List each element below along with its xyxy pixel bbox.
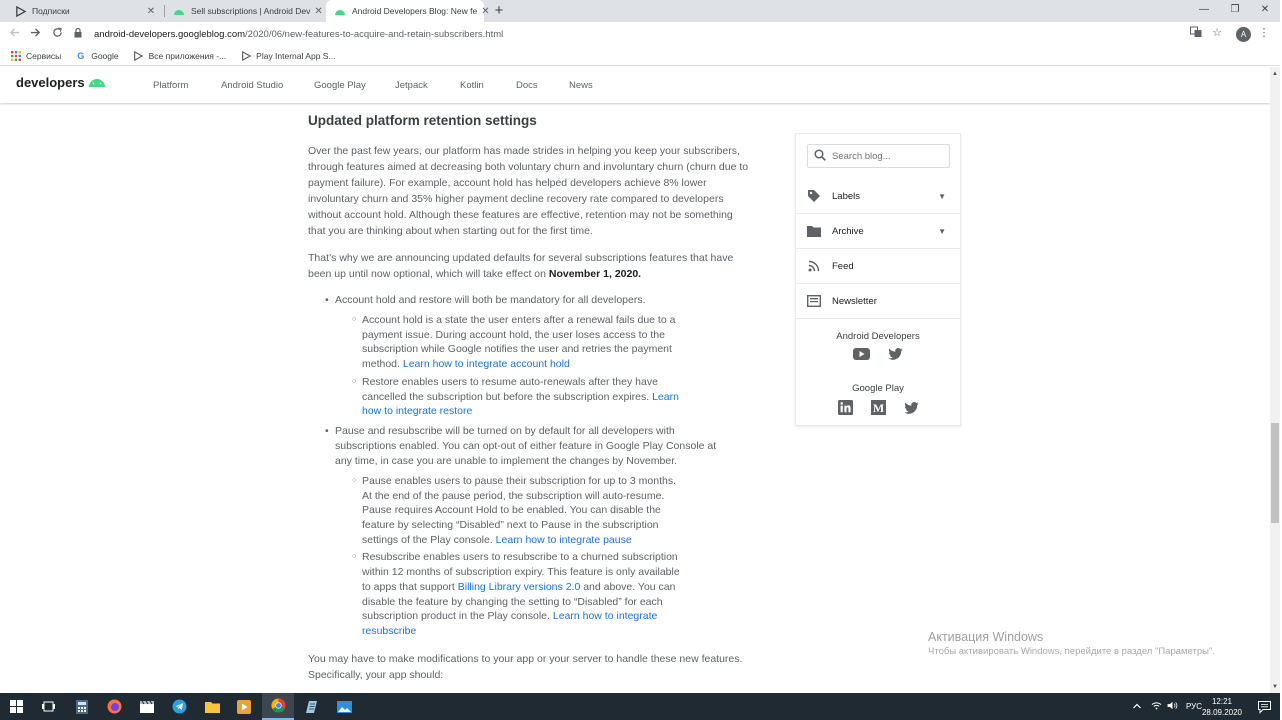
network-icon[interactable] bbox=[1148, 701, 1164, 712]
blog-article bbox=[308, 112, 753, 694]
tab-title: Android Developers Blog: New fe bbox=[352, 6, 478, 16]
sub-list bbox=[352, 474, 688, 639]
link-restore[interactable]: Learn how to integrate restore bbox=[362, 390, 679, 418]
film-clapper-icon bbox=[140, 701, 154, 713]
minimize-button[interactable]: — bbox=[1199, 4, 1209, 15]
tab-android-developers-blog[interactable] bbox=[326, 0, 490, 22]
medium-icon[interactable] bbox=[871, 400, 886, 415]
sidebar-item-label: Newsletter bbox=[832, 295, 877, 307]
link-resubscribe[interactable]: Learn how to integrate resubscribe bbox=[362, 610, 658, 637]
tab-strip bbox=[0, 0, 1280, 22]
media-player-icon bbox=[237, 700, 251, 714]
tab-title: Подписки bbox=[32, 6, 70, 16]
tab-sell-subscriptions[interactable] bbox=[165, 0, 323, 22]
announcement-text: That’s why we are announcing updated defaults for several subscriptions features that have been up until now optional, which will take effect on bbox=[308, 252, 734, 280]
paragraph-announcement bbox=[308, 250, 753, 282]
sidebar-item-label: Feed bbox=[832, 260, 854, 272]
keyboard-language[interactable]: РУС bbox=[1186, 702, 1203, 711]
tab-close-icon[interactable]: ✕ bbox=[481, 5, 490, 17]
social-title-google-play: Google Play bbox=[852, 383, 904, 394]
start-button[interactable] bbox=[0, 693, 32, 720]
tab-title: Sell subscriptions | Android Dev bbox=[191, 6, 311, 16]
folder-icon bbox=[806, 223, 822, 239]
search-icon bbox=[814, 149, 826, 164]
blog-sidebar bbox=[795, 133, 961, 426]
android-head-icon bbox=[88, 75, 106, 90]
sidebar-item-feed[interactable] bbox=[796, 249, 960, 284]
chrome-icon bbox=[271, 698, 286, 713]
task-view-button[interactable] bbox=[32, 693, 64, 720]
sub-item-text: Pause enables users to pause their subscription for up to 3 months. At the end of the pause period, the subscription will auto-resume. Pause requires Account Hold to be enabled. You can disable the feature by selecting “Disabled” next to Pause in the subscription settings of the Play console. bbox=[362, 474, 677, 546]
search-input[interactable] bbox=[832, 151, 942, 162]
play-console-icon bbox=[14, 5, 26, 17]
paragraph-intro: Over the past few years, our platform has made strides in helping you keep your subscribers, through features aimed at decreasing both voluntary churn and involuntary churn (churn due to payment failure). For example, account hold has helped developers achieve 8% lower involuntary churn and 35% higher payment decline recovery rate compared to developers without account hold. Although these features are effective, retention may not be something that you are thinking about when starting out for the first time. bbox=[308, 145, 749, 237]
effective-date: November 1, 2020. bbox=[548, 268, 642, 280]
nav-platform[interactable]: Platform bbox=[153, 79, 189, 91]
sub-item-text: Restore enables users to resume auto-renewals after they have cancelled the subscription but before the subscription expires. bbox=[362, 375, 658, 403]
nav-jetpack[interactable]: Jetpack bbox=[395, 79, 428, 91]
sub-list-item bbox=[352, 550, 688, 638]
sub-list bbox=[352, 313, 688, 419]
svg-text:M: M bbox=[872, 401, 884, 415]
rss-feed-icon bbox=[806, 258, 822, 274]
system-clock[interactable] bbox=[1198, 696, 1246, 718]
sub-item-text: Account hold is a state the user enters after a renewal fails due to a payment issue. During account hold, the user loses access to the subscription while Google notifies the user and retries the payment method. bbox=[362, 314, 676, 371]
lock-icon bbox=[74, 28, 86, 40]
tab-close-icon[interactable]: ✕ bbox=[146, 5, 156, 17]
nav-google-play[interactable]: Google Play bbox=[314, 79, 366, 91]
caret-down-icon: ▼ bbox=[938, 191, 946, 201]
system-tray bbox=[1130, 693, 1202, 720]
volume-icon[interactable] bbox=[1164, 701, 1180, 712]
sidebar-item-newsletter[interactable] bbox=[796, 284, 960, 319]
social-title-android-developers: Android Developers bbox=[836, 331, 920, 342]
bookmark-label: Все приложения -... bbox=[148, 50, 227, 61]
list-item bbox=[325, 293, 753, 419]
back-button[interactable] bbox=[5, 25, 23, 43]
youtube-icon[interactable] bbox=[853, 348, 870, 360]
show-hidden-icons-icon[interactable] bbox=[1130, 702, 1144, 711]
feature-list bbox=[325, 293, 753, 639]
notifications-button[interactable] bbox=[1248, 693, 1280, 720]
twitter-icon[interactable] bbox=[904, 400, 919, 415]
reload-button[interactable] bbox=[48, 25, 66, 43]
url-path: /2020/06/new-features-to-acquire-and-retain-subscribers.html bbox=[245, 28, 504, 40]
reload-icon bbox=[52, 27, 63, 38]
link-pause[interactable]: Learn how to integrate pause bbox=[495, 533, 632, 546]
newsletter-icon bbox=[806, 293, 822, 309]
sub-item-text: and above. You can disable the feature by changing the setting to “Disabled” for each subscription product in the Play console. bbox=[362, 580, 676, 623]
section-heading: Updated platform retention settings bbox=[308, 113, 537, 128]
list-item-text: Account hold and restore will both be mandatory for all developers. bbox=[335, 294, 646, 306]
apps-grid-icon bbox=[10, 50, 21, 61]
google-g-icon: G bbox=[77, 50, 85, 61]
watermark-title: Активация Windows bbox=[928, 630, 1044, 644]
scroll-down-arrow[interactable]: ▼ bbox=[1272, 684, 1278, 690]
taskbar-telegram[interactable] bbox=[163, 693, 195, 720]
sidebar-item-archive[interactable] bbox=[796, 214, 960, 249]
taskbar-file-explorer[interactable] bbox=[196, 693, 228, 720]
taskbar-chrome[interactable] bbox=[262, 693, 294, 720]
linkedin-icon[interactable] bbox=[838, 400, 853, 415]
bookmark-star-icon[interactable]: ☆ bbox=[1212, 27, 1222, 39]
bookmark-label: Google bbox=[91, 50, 119, 61]
scrollbar-thumb[interactable] bbox=[1271, 423, 1279, 523]
address-bar[interactable] bbox=[74, 24, 1234, 44]
image-viewer-icon bbox=[337, 701, 352, 713]
clock-date: 28.09.2020 bbox=[1201, 708, 1243, 717]
bookmark-google[interactable] bbox=[75, 50, 118, 61]
sub-list-item bbox=[352, 313, 688, 372]
firefox-icon bbox=[107, 699, 122, 714]
taskbar-media[interactable] bbox=[131, 693, 163, 720]
back-arrow-icon bbox=[9, 27, 20, 38]
nav-android-studio[interactable]: Android Studio bbox=[221, 79, 284, 91]
profile-avatar[interactable]: A bbox=[1236, 27, 1251, 42]
tab-close-icon[interactable]: ✕ bbox=[314, 5, 323, 17]
browser-toolbar bbox=[0, 22, 1280, 46]
menu-kebab-icon[interactable]: ⋮ bbox=[1258, 27, 1270, 39]
windows-logo-icon bbox=[10, 700, 23, 713]
paragraph-modifications: You may have to make modifications to your app or your server to handle these new features. Specifically, your app should: bbox=[308, 652, 743, 681]
telegram-icon bbox=[172, 699, 187, 714]
sub-list-item bbox=[352, 375, 688, 419]
taskbar-firefox[interactable] bbox=[98, 693, 130, 720]
sidebar-item-labels[interactable] bbox=[796, 179, 960, 214]
new-tab-button[interactable]: + bbox=[494, 2, 504, 19]
logo-text: developers bbox=[16, 75, 85, 90]
play-icon bbox=[240, 50, 251, 61]
label-tag-icon bbox=[806, 188, 822, 204]
page-scrollbar[interactable] bbox=[1270, 67, 1280, 693]
calculator-icon bbox=[76, 700, 88, 714]
play-icon bbox=[133, 50, 144, 61]
list-item-text: Pause and resubscribe will be turned on by default for all developers with subscriptions enabled. You can opt-out of either feature in Google Play Console at any time, in case you are unable to implement the changes by November. bbox=[335, 424, 717, 467]
caret-down-icon: ▼ bbox=[938, 226, 946, 236]
scroll-up-arrow[interactable]: ▲ bbox=[1272, 71, 1278, 77]
notification-center-icon bbox=[1258, 701, 1271, 713]
social-row-android-developers bbox=[796, 348, 960, 360]
sidebar-item-label: Archive bbox=[832, 225, 864, 237]
twitter-icon[interactable] bbox=[888, 348, 903, 360]
search-blog-box[interactable] bbox=[807, 144, 950, 168]
taskbar-image-viewer[interactable] bbox=[328, 693, 360, 720]
translate-icon[interactable] bbox=[1188, 26, 1204, 42]
sidebar-item-label: Labels bbox=[832, 190, 860, 202]
watermark-subtitle: Чтобы активировать Windows, перейдите в раздел "Параметры". bbox=[928, 646, 1215, 657]
bookmark-label: Сервисы bbox=[26, 50, 62, 61]
close-window-button[interactable]: ✕ bbox=[1260, 4, 1270, 15]
bookmark-label: Play Internal App S... bbox=[256, 50, 336, 61]
taskbar-calculator[interactable] bbox=[66, 693, 98, 720]
windows-taskbar bbox=[0, 693, 1280, 720]
folder-icon bbox=[205, 701, 220, 713]
windows-activation-watermark bbox=[928, 630, 1215, 657]
link-account-hold[interactable]: Learn how to integrate account hold bbox=[402, 358, 570, 371]
developers-logo[interactable] bbox=[16, 75, 106, 90]
taskbar-media-player[interactable] bbox=[228, 693, 260, 720]
bookmark-all-apps[interactable] bbox=[133, 50, 227, 61]
url-host: android-developers.googleblog.com bbox=[94, 28, 246, 40]
tab-subscriptions[interactable] bbox=[6, 0, 164, 22]
sub-item-text: Resubscribe enables users to resubscribe to a churned subscription within 12 months of subscription expiry. This feature is only available to apps that support bbox=[362, 551, 680, 593]
top-nav bbox=[153, 67, 593, 103]
link-billing-library[interactable]: Billing Library versions 2.0 bbox=[457, 580, 581, 593]
nav-news[interactable]: News bbox=[569, 79, 593, 91]
sub-list-item bbox=[352, 474, 688, 548]
site-header bbox=[0, 67, 1270, 103]
android-icon bbox=[173, 5, 185, 17]
forward-button[interactable] bbox=[26, 25, 44, 43]
notes-icon bbox=[305, 700, 318, 714]
list-item bbox=[325, 424, 725, 639]
bookmark-play-internal[interactable] bbox=[240, 50, 335, 61]
task-view-icon bbox=[42, 701, 55, 712]
android-icon bbox=[334, 5, 346, 17]
bookmark-services[interactable] bbox=[10, 50, 61, 61]
taskbar-notes[interactable] bbox=[295, 693, 327, 720]
nav-kotlin[interactable]: Kotlin bbox=[460, 79, 484, 91]
forward-arrow-icon bbox=[30, 27, 41, 38]
nav-docs[interactable]: Docs bbox=[516, 79, 538, 91]
bookmarks-bar bbox=[0, 46, 1280, 66]
clock-time: 12:21 bbox=[1211, 697, 1233, 706]
social-row-google-play bbox=[796, 400, 960, 415]
maximize-button[interactable]: ❐ bbox=[1230, 4, 1240, 15]
